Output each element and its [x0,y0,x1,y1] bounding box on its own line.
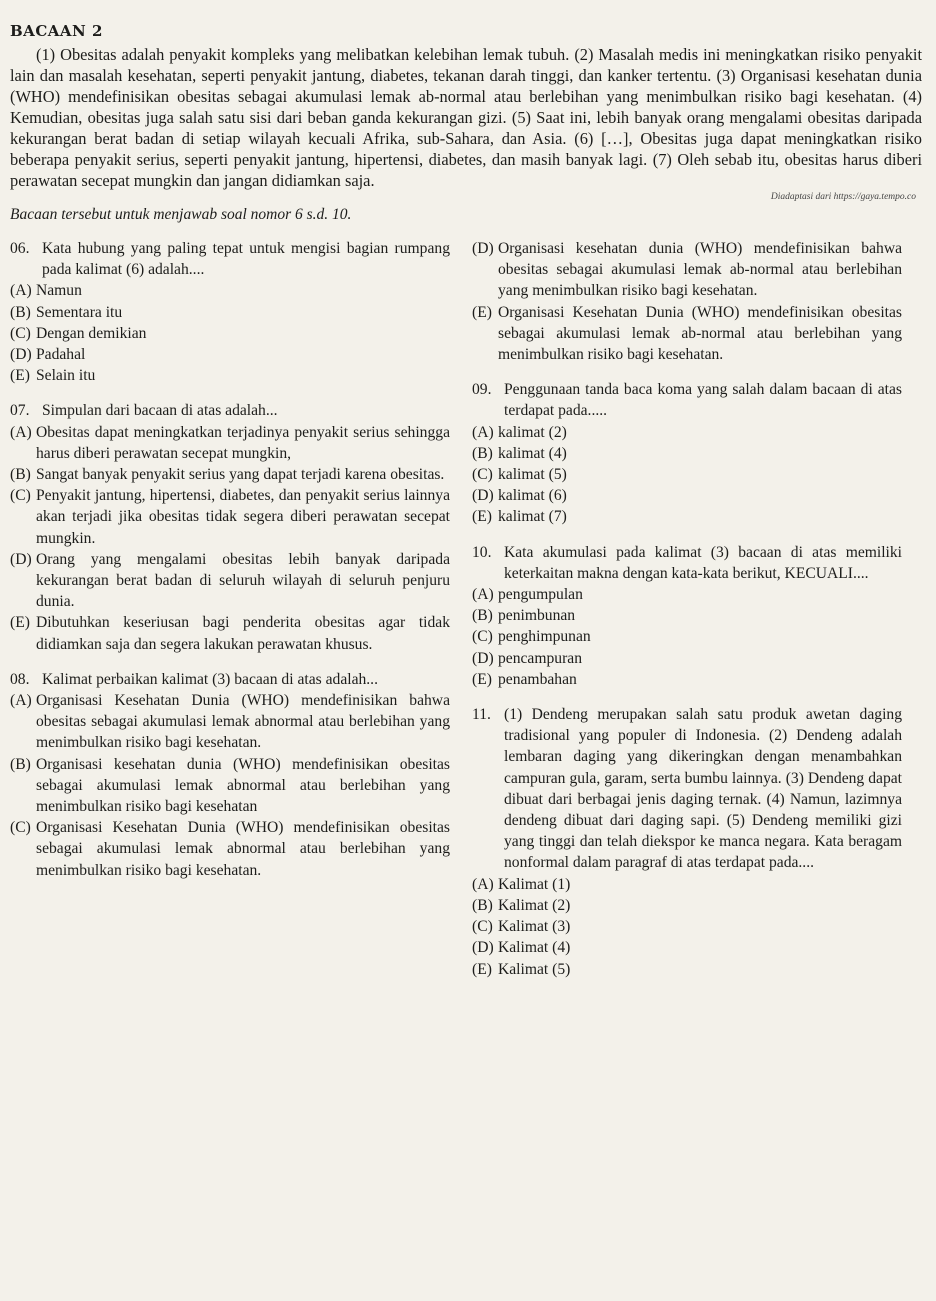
option-text: penimbunan [498,607,576,625]
answer-options [472,422,902,528]
answer-option[interactable] [472,238,902,302]
option-text: Organisasi kesehatan dunia (WHO) mendefinisikan bahwa obesitas sebagai akumulasi lemak ab-normal atau berlebihan yang menimbulkan risiko bagi kesehatan. [498,240,902,300]
answer-options [472,874,902,980]
option-text: Organisasi Kesehatan Dunia (WHO) mendefinisikan obesitas sebagai akumulasi lemak abnormal atau berlebihan yang menimbulkan risiko bagi kesehatan. [36,819,450,879]
option-letter: (A) [472,586,494,604]
answer-option[interactable] [472,959,902,980]
answer-option[interactable] [472,916,902,937]
option-letter: (E) [472,303,492,321]
answer-option[interactable] [10,754,450,818]
option-text: pengumpulan [498,586,583,604]
answer-option[interactable] [10,323,450,344]
question-06 [10,238,450,386]
answer-options [10,280,450,386]
option-text: kalimat (7) [498,508,567,526]
option-text: Dengan demikian [36,324,147,342]
option-letter: (B) [10,303,31,321]
option-text: Kalimat (1) [498,875,571,893]
option-text: Penyakit jantung, hipertensi, diabetes, dan penyakit serius lainnya akan terjadi jika obesitas tidak segera diberi perawatan secepat mungkin. [36,487,450,547]
answer-option[interactable] [10,549,450,613]
answer-option[interactable] [10,485,450,549]
option-letter: (B) [472,444,493,462]
answer-options [472,584,902,690]
option-text: Namun [36,282,82,300]
option-letter: (C) [472,628,493,646]
answer-option[interactable] [472,485,902,506]
answer-option[interactable] [472,443,902,464]
option-letter: (B) [10,466,31,484]
option-text: Sementara itu [36,303,123,321]
question-number: 09. [472,381,492,399]
question-09 [472,379,902,527]
reading-passage: (1) Obesitas adalah penyakit kompleks yang melibatkan kelebihan lemak tubuh. (2) Masalah medis ini meningkatkan risiko penyakit lain dan masalah kesehatan, seperti penyakit jantung, diabetes, tekanan darah tinggi, dan kanker tertentu. (3) Organisasi kesehatan dunia (WHO) mendefinisikan obesitas sebagai akumulasi lemak ab-normal atau berlebihan yang menimbulkan risiko bagi kesehatan. (4) Kemudian, obesitas juga salah satu sisi dari beban ganda kekurangan gizi. (5) Saat ini, lebih banyak orang mengalami obesitas daripada kekurangan berat badan di setiap wilayah kecuali Afrika, sub-Sahara, dan Asia. (6) […], Obesitas juga dapat meningkatkan risiko beberapa penyakit serius, seperti penyakit jantung, hipertensi, diabetes, dan masih banyak lagi. (7) Oleh sebab itu, obesitas harus diberi perawatan secepat mungkin dan jangan didiamkan saja. [10,45,922,190]
answer-option[interactable] [472,422,902,443]
option-text: Organisasi Kesehatan Dunia (WHO) mendefinisikan bahwa obesitas sebagai akumulasi lemak abnormal atau berlebihan yang menimbulkan risiko bagi kesehatan. [36,692,450,752]
answer-option[interactable] [472,506,902,527]
option-text: Padahal [36,346,86,364]
option-text: Kalimat (4) [498,939,571,957]
reading-heading: BACAAN 2 [10,22,103,40]
question-stem [10,238,450,280]
answer-option[interactable] [472,584,902,605]
option-text: kalimat (4) [498,444,567,462]
answer-option[interactable] [472,648,902,669]
answer-options [10,422,450,655]
option-letter: (A) [10,282,32,300]
question-text: Penggunaan tanda baca koma yang salah dalam bacaan di atas terdapat pada..... [504,381,902,420]
answer-option[interactable] [472,626,902,647]
option-letter: (A) [10,692,32,710]
answer-option[interactable] [10,302,450,323]
option-text: Obesitas dapat meningkatkan terjadinya penyakit serius sehingga harus diberi perawatan secepat mungkin, [36,423,450,462]
option-letter: (E) [10,367,30,385]
question-number: 10. [472,543,492,561]
answer-option[interactable] [472,302,902,366]
answer-option[interactable] [472,605,902,626]
option-letter: (A) [10,423,32,441]
answer-option[interactable] [472,669,902,690]
option-letter: (E) [472,960,492,978]
answer-option[interactable] [10,422,450,464]
option-letter: (C) [10,819,31,837]
answer-options [10,690,450,881]
question-stem [10,669,450,690]
answer-option[interactable] [472,937,902,958]
question-text: Kalimat perbaikan kalimat (3) bacaan di atas adalah... [42,670,378,688]
question-text: Kata akumulasi pada kalimat (3) bacaan di atas memiliki keterkaitan makna dengan kata-kata berikut, KECUALI.... [504,543,902,582]
option-letter: (C) [10,487,31,505]
question-stem [472,704,902,874]
instruction-text: Bacaan tersebut untuk menjawab soal nomor 6 s.d. 10. [10,206,352,223]
option-text: Sangat banyak penyakit serius yang dapat terjadi karena obesitas. [36,466,445,484]
option-letter: (D) [472,939,494,957]
option-letter: (C) [10,324,31,342]
option-letter: (A) [472,875,494,893]
option-letter: (B) [10,755,31,773]
answer-option[interactable] [10,464,450,485]
question-text: Kata hubung yang paling tepat untuk mengisi bagian rumpang pada kalimat (6) adalah.... [42,240,450,279]
option-letter: (B) [472,896,493,914]
option-text: Orang yang mengalami obesitas lebih banyak daripada kekurangan berat badan di seluruh wilayah di seluruh penjuru dunia. [36,550,450,611]
option-letter: (D) [10,346,32,364]
option-text: penghimpunan [498,628,591,646]
question-10 [472,542,902,690]
answer-option[interactable] [472,874,902,895]
question-number: 06. [10,240,30,257]
option-text: pencampuran [498,649,582,667]
option-letter: (E) [472,670,492,688]
option-text: kalimat (6) [498,487,567,505]
answer-option[interactable] [10,817,450,881]
option-letter: (D) [472,649,494,667]
option-letter: (A) [472,423,494,441]
option-text: Kalimat (5) [498,960,571,978]
option-letter: (C) [472,466,493,484]
option-text: Organisasi kesehatan dunia (WHO) mendefinisikan obesitas sebagai akumulasi lemak abnormal atau berlebihan yang menimbulkan risiko bagi kesehatan [36,755,450,816]
question-text: (1) Dendeng merupakan salah satu produk awetan daging tradisional yang populer di Indonesia. (2) Dendeng adalah lembaran daging yang dikeringkan dengan menambahkan campuran gula, garam, serta bumbu lainnya. (3) Dendeng dapat dibuat dari berbagai jenis daging ternak. (4) Namun, lazimnya dendeng dibuat dari daging sapi. (5) Dendeng memiliki gizi yang tinggi dan telah diekspor ke manca negara. Kata beragam nonformal dalam paragraf di atas terdapat pada.... [504,706,902,872]
option-letter: (E) [472,508,492,526]
answer-option[interactable] [10,612,450,654]
question-number: 07. [10,402,30,420]
option-text: kalimat (2) [498,423,567,441]
question-stem [472,542,902,584]
question-07 [10,400,450,654]
option-text: Kalimat (2) [498,896,571,914]
answer-option[interactable] [10,690,450,754]
answer-option[interactable] [10,365,450,386]
option-text: Dibutuhkan keseriusan bagi penderita obesitas agar tidak didiamkan saja dan segera lakukan perawatan khusus. [36,614,450,653]
option-letter: (C) [472,918,493,936]
option-letter: (D) [10,550,32,568]
right-column [472,238,902,994]
question-columns [10,238,922,994]
question-text: Simpulan dari bacaan di atas adalah... [42,402,278,420]
option-text: penambahan [498,670,577,688]
source-credit: Diadaptasi dari https://gaya.tempo.co [770,192,916,202]
option-text: Selain itu [36,367,96,385]
option-text: Kalimat (3) [498,918,571,936]
question-stem [10,400,450,421]
question-number: 11. [472,706,491,724]
question-number: 08. [10,670,30,688]
question-08-continued-options [472,238,902,365]
option-text: Organisasi Kesehatan Dunia (WHO) mendefinisikan obesitas sebagai akumulasi lemak ab-normal atau berlebihan yang menimbulkan risiko bagi kesehatan. [498,303,902,364]
option-letter: (D) [472,487,494,505]
answer-option[interactable] [10,280,450,301]
answer-option[interactable] [472,464,902,485]
option-text: kalimat (5) [498,466,567,484]
option-letter: (E) [10,614,30,632]
question-11 [472,704,902,980]
answer-option[interactable] [10,344,450,365]
question-08 [10,669,450,881]
option-letter: (B) [472,607,493,625]
option-letter: (D) [472,240,494,257]
left-column [10,238,450,994]
answer-option[interactable] [472,895,902,916]
question-stem [472,379,902,421]
